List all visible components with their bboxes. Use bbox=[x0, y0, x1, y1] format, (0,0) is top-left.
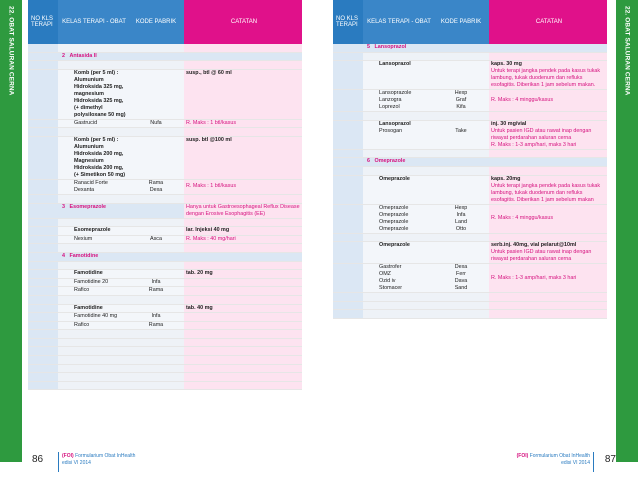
header-kode-pabrik: KODE PABRIK bbox=[431, 0, 489, 44]
table-row bbox=[333, 121, 607, 150]
manufacturer-code: Take bbox=[455, 127, 467, 134]
brand-name: Omeprazole bbox=[379, 218, 409, 225]
dosage-form: susp., btl @ 60 ml bbox=[184, 70, 302, 119]
table-row bbox=[333, 90, 607, 112]
manufacturer-code: Ferr bbox=[456, 271, 466, 278]
manufacturer-code: Hexp bbox=[454, 204, 468, 211]
note: R. Maks : 1-3 amp/hari, maks 3 hari bbox=[489, 264, 607, 292]
manufacturer-code: Infa bbox=[456, 211, 466, 218]
table-row bbox=[28, 287, 302, 296]
table-row bbox=[28, 61, 302, 70]
table-row bbox=[333, 293, 607, 302]
section-name: Esomeprazole bbox=[69, 203, 107, 210]
dosage-form: tab. 40 mg bbox=[184, 305, 302, 313]
note: R. Maks : 1 btl/kasus bbox=[184, 180, 302, 194]
chapter-tab-label: 22. OBAT SALURAN CERNA bbox=[7, 6, 15, 96]
generic-name: Esomeprazole bbox=[74, 227, 111, 234]
note: R. Maks : 4 minggu/kasus bbox=[489, 205, 607, 233]
generic-name: Komb (per 5 ml) : Alumunium Hidroksida 325 mg, magnesium Hidroksida 325 mg, (+ dimethyl polysiloxane 50 mg) bbox=[74, 69, 126, 118]
brand-name: Omeprazole bbox=[379, 211, 409, 218]
table-row bbox=[28, 322, 302, 331]
table-row bbox=[28, 219, 302, 228]
note: Untuk pasien IGD atau rawat inap dengan riwayat perdarahan saluran cerna bbox=[491, 127, 592, 141]
footer-edition: edisi VI 2014 bbox=[561, 460, 590, 466]
table-row bbox=[28, 373, 302, 382]
footer-text bbox=[62, 453, 135, 467]
manufacturer-code: Infa bbox=[126, 279, 184, 287]
manufacturer-code: Hexp bbox=[454, 90, 468, 97]
dosage-form: serb.inj. 40mg, vial pelarut@10ml bbox=[491, 242, 577, 249]
page-footer bbox=[0, 450, 313, 479]
generic-name: Omeprazole bbox=[379, 175, 410, 182]
table-row bbox=[333, 302, 607, 311]
section-row bbox=[333, 44, 607, 53]
brand-name: OMZ bbox=[379, 271, 391, 278]
table-row bbox=[333, 61, 607, 90]
section-number: 5 bbox=[367, 44, 370, 50]
table-row bbox=[28, 120, 302, 129]
table-row bbox=[333, 310, 607, 319]
generic-name: Famotidine bbox=[74, 304, 103, 311]
table-row bbox=[28, 137, 302, 180]
manufacturer-code: Dava bbox=[454, 278, 468, 285]
table-row bbox=[28, 128, 302, 137]
table-header bbox=[333, 0, 607, 44]
note: Untuk terapi jangka pendek pada kasus tukak lambung, tukak duodenum dan refluks esofagitis. Diberikan 1 jam sebelum makan bbox=[491, 182, 601, 203]
table-row bbox=[28, 262, 302, 271]
brand-name: Stomacer bbox=[379, 285, 403, 292]
chapter-tab-label: 22. OBAT SALURAN CERNA bbox=[623, 6, 631, 96]
table-row bbox=[28, 339, 302, 348]
note: R. Maks : 4 minggu/kasus bbox=[489, 90, 607, 111]
brand-name: Famotidine 40 mg bbox=[74, 313, 118, 320]
brand-name: Omeprazole bbox=[379, 225, 409, 232]
table-row bbox=[28, 356, 302, 365]
footer-title: Formularium Obat InHealth bbox=[75, 453, 136, 459]
page-number: 86 bbox=[32, 454, 44, 465]
manufacturer-code: Dexa bbox=[149, 186, 163, 193]
manufacturer-code: Kifa bbox=[456, 104, 466, 111]
table-row bbox=[28, 305, 302, 314]
table-row bbox=[28, 227, 302, 236]
manufacturer-code: Land bbox=[455, 218, 467, 225]
generic-name: Komb (per 5 ml) : Alumunium Hidroksida 200 mg, Magnesium Hidroksida 200 mg, (+ Simetikon 50 mg) bbox=[74, 136, 126, 178]
brand-name: Famotidine 20 bbox=[74, 278, 109, 285]
page-number: 87 bbox=[604, 454, 616, 465]
note: Untuk pasien IGD atau rawat inap dengan riwayat perdarahan saluran cerna bbox=[491, 249, 592, 263]
generic-name: Lansoprazol bbox=[379, 120, 411, 127]
brand-name: Rafico bbox=[74, 321, 90, 328]
header-no-kls: NO KLS TERAPI bbox=[333, 0, 363, 44]
brand-name: Gastrucid bbox=[74, 119, 98, 126]
section-number: 4 bbox=[62, 252, 65, 259]
table-row bbox=[28, 296, 302, 305]
manufacturer-code: Rama bbox=[148, 179, 164, 186]
dosage-form: lar. Injeksi 40 mg bbox=[184, 227, 302, 235]
header-kode-pabrik: KODE PABRIK bbox=[126, 0, 184, 44]
section-name: Omeprazole bbox=[374, 158, 406, 165]
table-row bbox=[28, 279, 302, 288]
footer-divider bbox=[58, 452, 59, 472]
table-row bbox=[28, 347, 302, 356]
table-row bbox=[28, 382, 302, 391]
table-row bbox=[333, 112, 607, 121]
table-row bbox=[28, 270, 302, 279]
section-row bbox=[28, 253, 302, 262]
left-page bbox=[0, 0, 313, 479]
note: R. Maks : 40 mg/hari bbox=[184, 236, 302, 244]
right-page bbox=[325, 0, 638, 479]
table-row bbox=[333, 205, 607, 234]
dosage-form: kaps. 30 mg bbox=[491, 61, 522, 68]
manufacturer-code: Rama bbox=[126, 322, 184, 330]
footer-title: Formularium Obat InHealth bbox=[529, 453, 590, 459]
footer-foi: (FOI) bbox=[516, 453, 529, 459]
section-row bbox=[333, 158, 607, 167]
brand-name: Gastrofer bbox=[379, 264, 402, 271]
note: Untuk terapi jangka pendek pada kasus tukak lambung, tukak duodenum dan refluks esofagitis. Diberikan 1 jam sebelum makan. bbox=[491, 68, 601, 89]
section-number: 2 bbox=[62, 52, 65, 59]
table-row bbox=[333, 167, 607, 176]
footer-text bbox=[517, 453, 590, 467]
brand-name: Nexium bbox=[74, 235, 93, 242]
section-name: Lansoprazol bbox=[374, 44, 407, 50]
table-row bbox=[333, 234, 607, 243]
footer-divider bbox=[593, 452, 594, 472]
section-name: Antasida II bbox=[69, 52, 97, 59]
dosage-form: inj. 30 mg/vial bbox=[491, 120, 527, 127]
dosage-form: susp. btl @100 ml bbox=[184, 137, 302, 179]
brand-name: Lanzogra bbox=[379, 97, 402, 104]
table-row bbox=[28, 365, 302, 374]
page-footer bbox=[325, 450, 638, 479]
table-header bbox=[28, 0, 302, 44]
manufacturer-code: Asca bbox=[126, 236, 184, 244]
chapter-tab bbox=[0, 0, 22, 462]
table-row bbox=[333, 242, 607, 264]
formulary-table bbox=[28, 0, 302, 390]
table-row bbox=[28, 180, 302, 195]
brand-name: Loprezol bbox=[379, 104, 400, 111]
brand-name: Dexanta bbox=[74, 186, 95, 193]
table-row bbox=[333, 53, 607, 62]
brand-name: Rafico bbox=[74, 287, 90, 294]
table-row bbox=[28, 313, 302, 322]
manufacturer-code: Otto bbox=[455, 225, 467, 232]
generic-name: Omeprazole bbox=[379, 242, 410, 249]
dosage-form: kaps. 20mg bbox=[491, 175, 521, 182]
footer-edition: edisi VI 2014 bbox=[62, 460, 91, 466]
table-row bbox=[28, 236, 302, 245]
table-row bbox=[28, 244, 302, 253]
header-catatan: CATATAN bbox=[489, 0, 607, 44]
header-no-kls: NO KLS TERAPI bbox=[28, 0, 58, 44]
generic-name: Famotidine bbox=[74, 270, 103, 277]
note: Hanya untuk Gastroesophageal Reflux Disease dengan Erosive Esophagitis (EE) bbox=[184, 204, 302, 218]
table-row bbox=[333, 264, 607, 293]
footer-foi: (FOI) bbox=[62, 453, 74, 459]
section-number: 6 bbox=[367, 158, 370, 165]
brand-name: Ranacid Forte bbox=[74, 179, 108, 186]
section-name: Famotidine bbox=[69, 252, 99, 259]
manufacturer-code: Rama bbox=[126, 287, 184, 295]
table-row bbox=[28, 330, 302, 339]
section-row bbox=[28, 53, 302, 62]
chapter-tab bbox=[616, 0, 638, 462]
brand-name: Prosogan bbox=[379, 127, 403, 134]
brand-name: Ozid iv bbox=[379, 278, 396, 285]
manufacturer-code: Infa bbox=[126, 313, 184, 321]
header-kelas-terapi: KELAS TERAPI - OBAT bbox=[58, 0, 126, 44]
table-row bbox=[28, 44, 302, 53]
header-catatan: CATATAN bbox=[184, 0, 302, 44]
generic-name: Lansoprazol bbox=[379, 61, 411, 68]
section-number: 3 bbox=[62, 203, 65, 210]
brand-name: Lansoprazole bbox=[379, 90, 412, 97]
formulary-table bbox=[333, 0, 607, 319]
section-row bbox=[28, 204, 302, 219]
manufacturer-code: Sand bbox=[454, 285, 468, 292]
header-kelas-terapi: KELAS TERAPI - OBAT bbox=[363, 0, 431, 44]
table-row bbox=[333, 150, 607, 159]
note: R. Maks : 1 btl/kasus bbox=[184, 120, 302, 128]
manufacturer-code: Graf bbox=[455, 97, 467, 104]
table-row bbox=[28, 195, 302, 204]
dosage-form: tab. 20 mg bbox=[184, 270, 302, 278]
table-row bbox=[333, 176, 607, 205]
manufacturer-code: Nufa bbox=[126, 120, 184, 128]
brand-name: Omeprazole bbox=[379, 204, 409, 211]
note: R. Maks : 1-3 amp/hari, maks 3 hari bbox=[491, 141, 577, 148]
manufacturer-code: Dexa bbox=[454, 264, 468, 271]
table-row bbox=[28, 70, 302, 120]
